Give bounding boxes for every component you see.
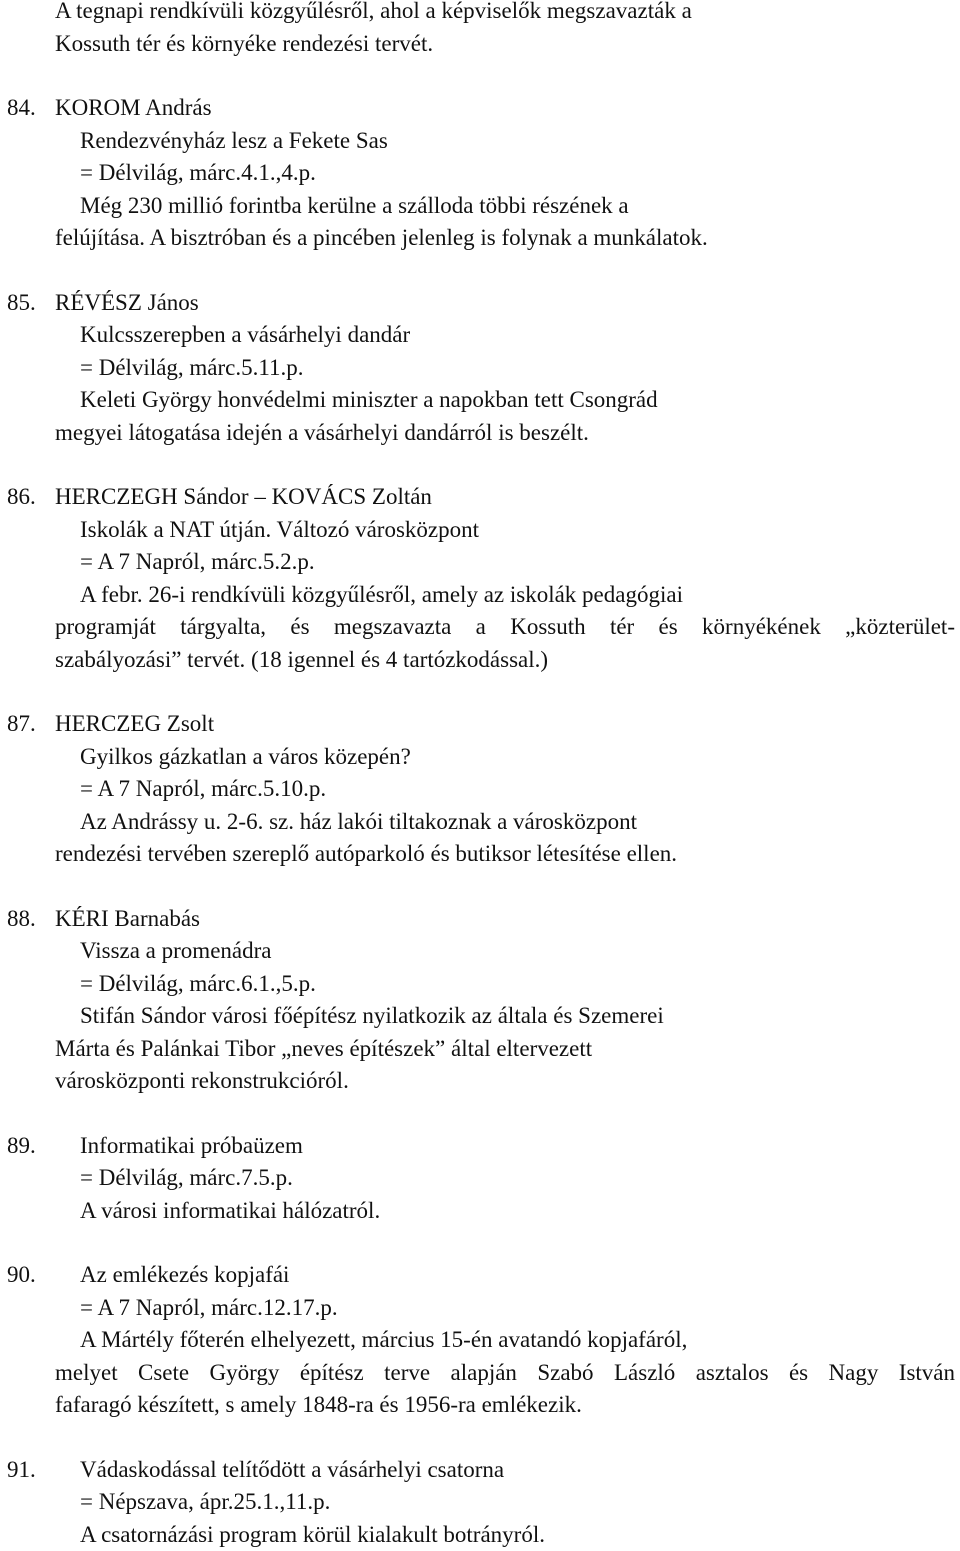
entry-author: HERCZEG Zsolt <box>55 708 214 741</box>
intro-text: A tegnapi rendkívüli közgyűlésről, ahol a képviselők megszavazták a <box>55 0 692 28</box>
bibliography-entry <box>0 903 960 1098</box>
entry-number: 91. <box>7 1454 36 1487</box>
entry-abstract-line: A városi informatikai hálózatról. <box>80 1195 380 1228</box>
entry-abstract-line: Még 230 millió forintba kerülne a szálloda többi részének a <box>80 190 629 223</box>
entry-author: KÉRI Barnabás <box>55 903 200 936</box>
entry-number: 85. <box>7 287 36 320</box>
entry-source: = Délvilág, márc.7.5.p. <box>80 1162 293 1195</box>
entry-title: Gyilkos gázkatlan a város közepén? <box>80 741 411 774</box>
entry-abstract-line: Márta és Palánkai Tibor „neves építészek” által eltervezett <box>55 1033 592 1066</box>
entry-abstract-line: Az Andrássy u. 2-6. sz. ház lakói tiltakoznak a városközpont <box>80 806 637 839</box>
entry-abstract-line: rendezési tervében szereplő autóparkoló és butiksor létesítése ellen. <box>55 838 677 871</box>
entry-abstract-line: programját tárgyalta, és megszavazta a Kossuth tér és környékének „közterület- <box>55 611 955 644</box>
entry-abstract-line: városközponti rekonstrukcióról. <box>55 1065 349 1098</box>
entry-abstract-line: felújítása. A bisztróban és a pincében jelenleg is folynak a munkálatok. <box>55 222 708 255</box>
bibliography-entry <box>0 1454 960 1551</box>
intro-text: Kossuth tér és környéke rendezési tervét. <box>55 28 433 61</box>
entry-title: Vádaskodással telítődött a vásárhelyi csatorna <box>80 1454 504 1487</box>
entry-author: HERCZEGH Sándor – KOVÁCS Zoltán <box>55 481 432 514</box>
entry-abstract-line: A csatornázási program körül kialakult botrányról. <box>80 1519 545 1551</box>
entry-title: Informatikai próbaüzem <box>80 1130 303 1163</box>
entry-title: Kulcsszerepben a vásárhelyi dandár <box>80 319 410 352</box>
entry-number: 86. <box>7 481 36 514</box>
entry-number: 84. <box>7 92 36 125</box>
intro-line <box>0 28 960 61</box>
entry-abstract-line: szabályozási” tervét. (18 igennel és 4 tartózkodással.) <box>55 644 548 677</box>
entry-abstract-line: fafaragó készített, s amely 1848-ra és 1956-ra emlékezik. <box>55 1389 582 1422</box>
entry-source: = Délvilág, márc.5.11.p. <box>80 352 304 385</box>
bibliography-entry <box>0 287 960 450</box>
entry-number: 87. <box>7 708 36 741</box>
entry-source: = A 7 Napról, márc.12.17.p. <box>80 1292 338 1325</box>
entry-abstract-line: Keleti György honvédelmi miniszter a napokban tett Csongrád <box>80 384 658 417</box>
entry-title: Vissza a promenádra <box>80 935 271 968</box>
entry-abstract-line: melyet Csete György építész terve alapján Szabó László asztalos és Nagy István <box>55 1357 955 1390</box>
bibliography-entry <box>0 708 960 871</box>
entry-author: RÉVÉSZ János <box>55 287 199 320</box>
entry-source: = Délvilág, márc.4.1.,4.p. <box>80 157 316 190</box>
intro-line <box>0 0 960 28</box>
entry-number: 88. <box>7 903 36 936</box>
entry-source: = Népszava, ápr.25.1.,11.p. <box>80 1486 330 1519</box>
entry-title: Az emlékezés kopjafái <box>80 1259 289 1292</box>
entry-source: = Délvilág, márc.6.1.,5.p. <box>80 968 316 1001</box>
entry-source: = A 7 Napról, márc.5.10.p. <box>80 773 326 806</box>
entry-abstract-line: megyei látogatása idején a vásárhelyi dandárról is beszélt. <box>55 417 589 450</box>
bibliography-entry <box>0 481 960 676</box>
entry-number: 89. <box>7 1130 36 1163</box>
bibliography-entry <box>0 1130 960 1228</box>
entry-author: KOROM András <box>55 92 212 125</box>
entry-abstract-line: A Mártély főterén elhelyezett, március 15-én avatandó kopjafáról, <box>80 1324 687 1357</box>
entry-abstract-line: A febr. 26-i rendkívüli közgyűlésről, amely az iskolák pedagógiai <box>80 579 683 612</box>
bibliography-entry <box>0 1259 960 1422</box>
entry-source: = A 7 Napról, márc.5.2.p. <box>80 546 315 579</box>
entry-title: Rendezvényház lesz a Fekete Sas <box>80 125 388 158</box>
entry-title: Iskolák a NAT útján. Változó városközpont <box>80 514 479 547</box>
entry-number: 90. <box>7 1259 36 1292</box>
bibliography-entry <box>0 92 960 255</box>
entry-abstract-line: Stifán Sándor városi főépítész nyilatkozik az általa és Szemerei <box>80 1000 664 1033</box>
